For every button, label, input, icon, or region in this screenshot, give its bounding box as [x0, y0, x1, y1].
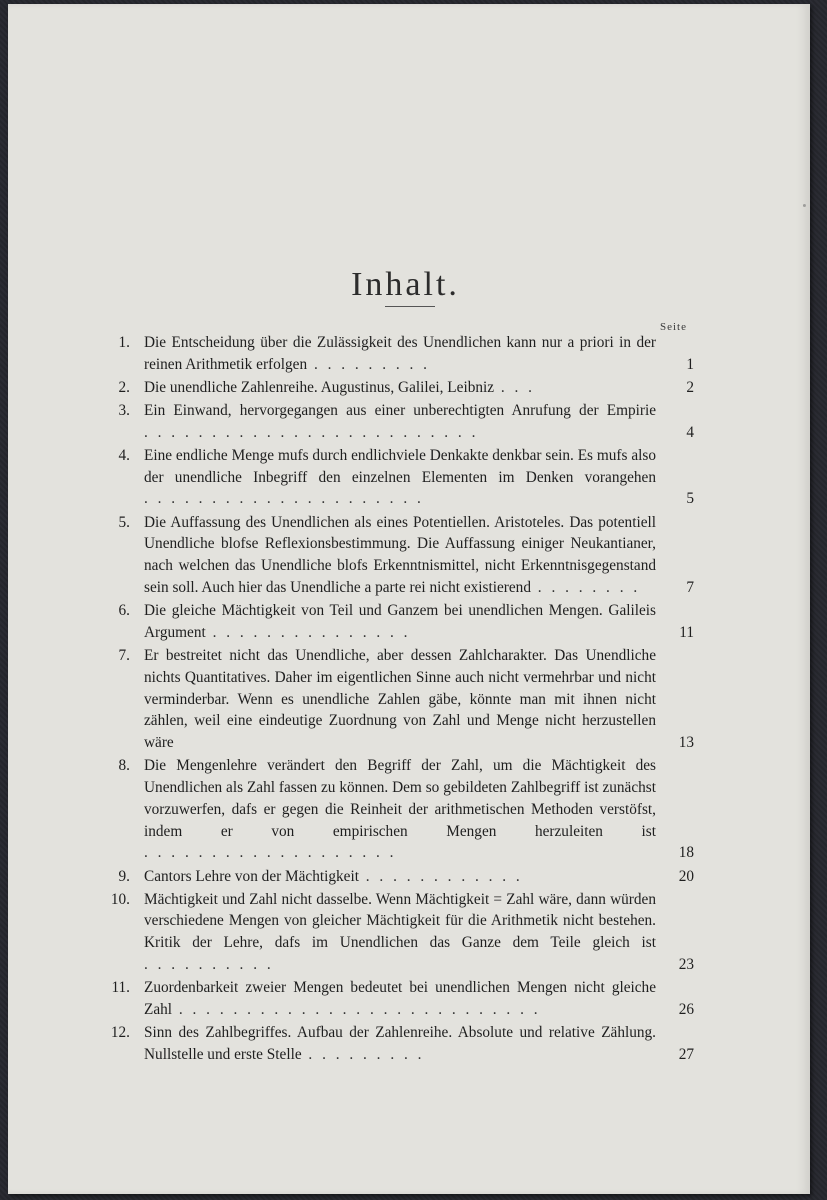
toc-entry-number: 2. — [118, 378, 130, 396]
toc-entry-title: Cantors Lehre von der Mächtigkeit — [144, 867, 359, 885]
dot-leader: . . . . . . . . . . . . . . . . . . . . . — [144, 490, 424, 508]
toc-entry-text — [144, 1022, 656, 1066]
toc-entry-number: 8. — [118, 757, 130, 775]
toc-entry-page-number: 26 — [678, 1000, 694, 1018]
toc-entry-page-number: 1 — [686, 355, 694, 373]
table-of-contents — [106, 332, 702, 1067]
book-page — [8, 4, 810, 1194]
toc-entry-page-number: 27 — [678, 1045, 694, 1063]
toc-entry-page-number: 23 — [678, 955, 694, 973]
toc-entry — [106, 755, 702, 864]
toc-entry-text — [144, 600, 656, 644]
toc-entry-title: Die Auffassung des Unendlichen als eines Potentiellen. Aristoteles. Das potentiell Unendliche blofse Reflexionsbestimmung. Die Auffassung einiger Neukantianer, nach welchen das Unendliche blofs Erkenntnismittel, nicht Erkenntnisgegenstand sein soll. Auch hier das Unendliche a parte rei nicht existierend — [144, 513, 656, 596]
toc-entry-number: 3. — [118, 401, 130, 419]
dot-leader: . . . . . . . . . — [307, 355, 430, 373]
toc-entry-page-number: 7 — [686, 578, 694, 596]
toc-entry-page-number: 11 — [679, 623, 694, 641]
toc-entry-text — [144, 332, 656, 376]
toc-entry-page-number: 5 — [686, 490, 694, 508]
dot-leader: . . . . . . . . . . . . . . . . . . . — [144, 844, 397, 862]
toc-entry-text — [144, 377, 656, 399]
toc-entry-number: 5. — [118, 513, 130, 531]
toc-entry — [106, 400, 702, 444]
toc-entry-page-number: 2 — [686, 378, 694, 396]
dot-leader: . . . . . . . . — [530, 578, 641, 596]
page-column-label: Seite — [660, 321, 687, 333]
toc-entry-title: Er bestreitet nicht das Unendliche, aber dessen Zahlcharakter. Das Unendliche nichts Quantitatives. Daher im eigentlichen Sinne auch nicht vermehrbar und nicht verminderbar. Wenn es unendliche Zahlen gäbe, könnte man mit ihnen nicht zählen, weil eine eindeutige Zuordnung von Zahl und Menge nicht herzustellen wäre — [144, 646, 656, 752]
toc-entry-page-number: 18 — [678, 844, 694, 862]
title-underline — [385, 306, 435, 307]
toc-entry-text — [144, 755, 656, 864]
toc-entry-title: Mächtigkeit und Zahl nicht dasselbe. Wenn Mächtigkeit = Zahl wäre, dann würden verschiedene Mengen von gleicher Mächtigkeit für die Arithmetik nicht bestehen. Kritik der Lehre, dafs im Unendlichen das Ganze dem Teile gleich ist — [144, 890, 656, 952]
toc-entry-number: 12. — [110, 1023, 130, 1041]
toc-entry — [106, 445, 702, 510]
toc-entry-title: Sinn des Zahlbegriffes. Aufbau der Zahlenreihe. Absolute und relative Zählung. Nullstelle und erste Stelle — [144, 1023, 656, 1063]
toc-entry-number: 9. — [118, 867, 130, 885]
toc-entry-page-number: 13 — [678, 734, 694, 752]
toc-entry-page-number: 20 — [678, 867, 694, 885]
toc-entry — [106, 332, 702, 376]
dot-leader: . . . . . . . . . . . . . . . . . . . . . . . . . — [144, 423, 479, 441]
dot-leader: . . . . . . . . . . . . — [358, 867, 523, 885]
toc-entry — [106, 600, 702, 644]
toc-entry-title: Die unendliche Zahlenreihe. Augustinus, Galilei, Leibniz — [144, 378, 495, 396]
toc-entry-text — [144, 889, 656, 976]
toc-entry-text — [144, 512, 656, 599]
toc-entry-number: 11. — [111, 979, 130, 997]
toc-entry-number: 6. — [118, 602, 130, 620]
toc-entry-title: Eine endliche Menge mufs durch endlichviele Denkakte denkbar sein. Es mufs also der unendliche Inbegriff den einzelnen Elementen im Denken vorangehen — [144, 446, 656, 486]
toc-entry-title: Die gleiche Mächtigkeit von Teil und Ganzem bei unendlichen Mengen. Galileis Argument — [144, 602, 656, 641]
dot-leader: . . . . . . . . . . . . . . . — [205, 623, 411, 641]
toc-entry-title: Ein Einwand, hervorgegangen aus einer unberechtigten Anrufung der Empirie — [144, 401, 656, 419]
toc-entry — [106, 645, 702, 754]
toc-entry-number: 4. — [118, 446, 130, 464]
toc-entry — [106, 866, 702, 888]
toc-entry-title: Zuordenbarkeit zweier Mengen bedeutet bei unendlichen Mengen nicht gleiche Zahl — [144, 979, 656, 1018]
toc-entry — [106, 512, 702, 599]
toc-entry — [106, 977, 702, 1021]
dot-leader: . . . . . . . . . . — [144, 955, 274, 973]
page-title: Inhalt. — [351, 266, 460, 303]
toc-entry-text — [144, 866, 656, 888]
toc-entry-title: Die Entscheidung über die Zulässigkeit des Unendlichen kann nur a priori in der reinen Arithmetik erfolgen — [144, 334, 656, 373]
paper-speck — [803, 204, 806, 207]
dot-leader: . . . — [494, 378, 535, 396]
toc-entry-page-number: 4 — [686, 423, 694, 441]
toc-entry-text — [144, 977, 656, 1021]
toc-entry-title: Die Mengenlehre verändert den Begriff der Zahl, um die Mächtigkeit des Unendlichen als Zahl fassen zu können. Dem so gebildeten Zahlbegriff ist zunächst vorzuwerfen, dafs er gegen die Reinheit der arithmetischen Methoden verstöfst, indem er von empirischen Mengen herzuleiten ist — [144, 757, 656, 840]
dot-leader: . . . . . . . . . — [301, 1045, 425, 1063]
toc-entry-text — [144, 445, 656, 510]
dot-leader: . . . . . . . . . . . . . . . . . . . . . . . . . . . — [172, 1000, 541, 1018]
toc-entry-number: 7. — [118, 646, 130, 664]
toc-entry — [106, 1022, 702, 1066]
toc-entry-number: 10. — [110, 890, 130, 908]
toc-entry — [106, 889, 702, 976]
toc-entry-text — [144, 645, 656, 754]
toc-entry-text — [144, 400, 656, 444]
toc-entry — [106, 377, 702, 399]
toc-entry-number: 1. — [118, 334, 130, 351]
